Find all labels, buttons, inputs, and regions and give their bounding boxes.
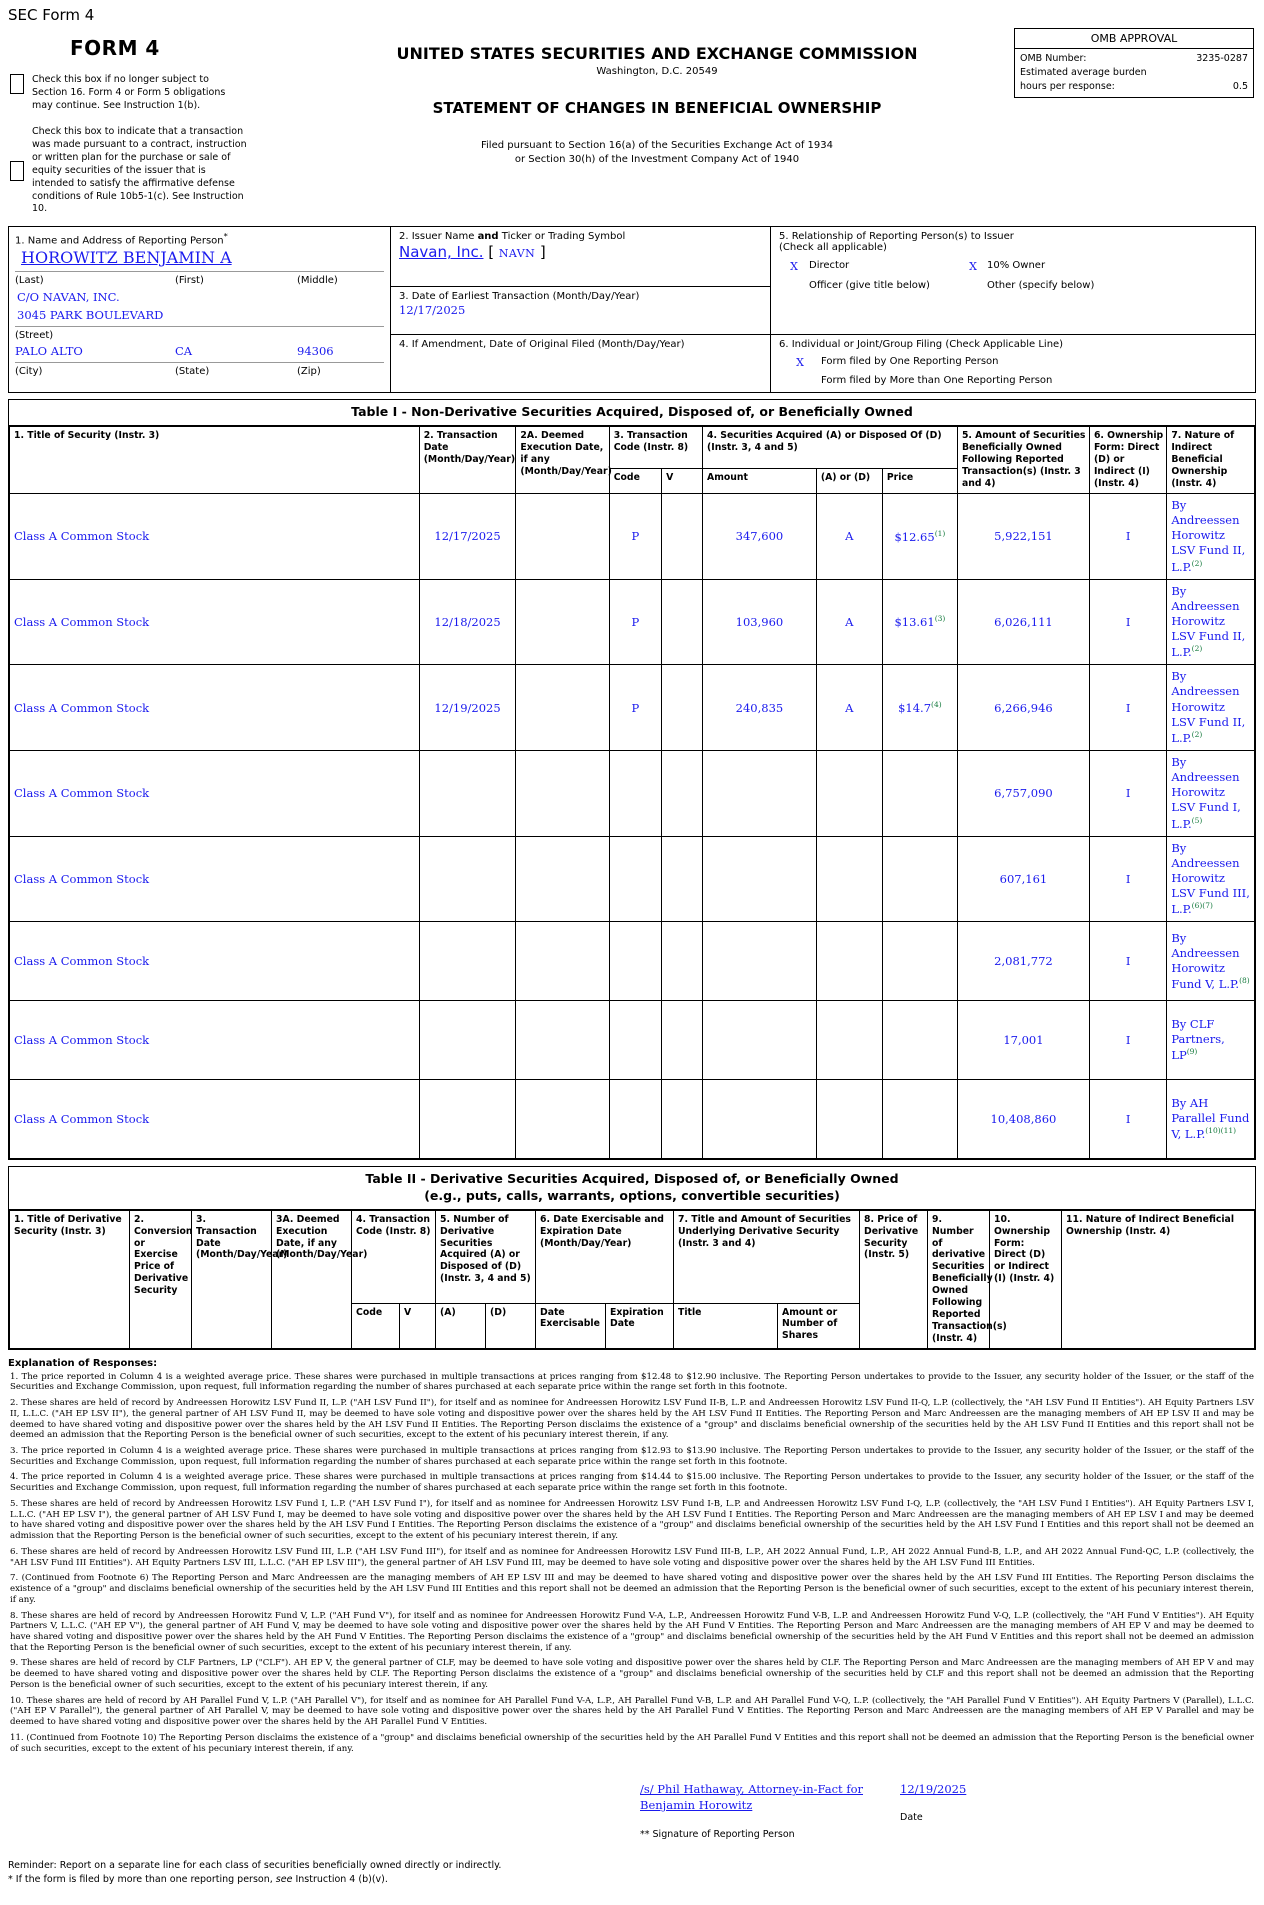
box-1-label: 1. Name and Address of Reporting Person (15, 235, 224, 247)
th2-underlying-title: Title (674, 1303, 778, 1348)
signature-date-caption: Date (900, 1812, 923, 1824)
filed-pursuant-line-1: Filed pursuant to Section 16(a) of the Securities Exchange Act of 1934 (481, 140, 833, 151)
director-label: Director (809, 260, 850, 272)
cell-amount-owned: 6,026,111 (957, 579, 1089, 665)
table-2-title (9, 1167, 1255, 1210)
th2-transaction-date: 3. Transaction Date (Month/Day/Year) (192, 1210, 272, 1348)
cell-price (882, 1080, 957, 1159)
box-3-earliest-transaction (391, 287, 770, 335)
th2-underlying-amount: Amount or Number of Shares (778, 1303, 860, 1348)
cell-deemed-date (516, 1001, 609, 1080)
th2-conversion-price: 2. Conversion or Exercise Price of Derivative Security (130, 1210, 192, 1348)
agency-name: UNITED STATES SECURITIES AND EXCHANGE COMMISSION (396, 44, 918, 63)
cell-price (882, 922, 957, 1001)
relationship-column (771, 227, 1255, 392)
table-row (10, 750, 1255, 836)
tenpercent-label: 10% Owner (987, 260, 1046, 272)
signature-block (640, 1782, 1264, 1840)
cell-ownership-form: I (1089, 750, 1166, 836)
city-label: (City) (15, 366, 43, 378)
table-1-body (10, 493, 1255, 1158)
th2-code: Code (352, 1303, 400, 1348)
cell-nature-of-ownership: By AH Parallel Fund V, L.P.$^{(10)(11)}$ (1167, 1080, 1255, 1159)
cell-amount (703, 750, 817, 836)
cell-a-or-d (816, 922, 882, 1001)
box-5-label-2: (Check all applicable) (779, 242, 887, 254)
divider-street (15, 326, 384, 327)
cell-a-or-d (816, 1080, 882, 1159)
officer-label: Officer (give title below) (809, 280, 930, 292)
omb-approval-box (1014, 28, 1254, 98)
many-persons-checkbox-mark[interactable] (779, 375, 821, 386)
table-row (10, 579, 1255, 665)
box-2-label-a: 2. Issuer Name (399, 231, 478, 243)
cell-deemed-date (516, 493, 609, 579)
th2-title-derivative: 1. Title of Derivative Security (Instr. 3) (10, 1210, 130, 1348)
th2-date-exercisable: Date Exercisable (536, 1303, 606, 1348)
filing-row-one (779, 356, 1249, 369)
relationship-row-2 (779, 280, 1249, 291)
divider-name (15, 271, 384, 272)
box-3-label: 3. Date of Earliest Transaction (Month/Day/Year) (399, 291, 640, 303)
signature-caption: ** Signature of Reporting Person (640, 1829, 795, 1841)
explanation-heading: Explanation of Responses: (8, 1357, 158, 1369)
one-person-label: Form filed by One Reporting Person (821, 356, 999, 368)
identification-block (8, 226, 1256, 393)
th-transaction-date: 2. Transaction Date (Month/Day/Year) (419, 427, 516, 493)
table-2-title-line-2: (e.g., puts, calls, warrants, options, convertible securities) (424, 1187, 840, 1203)
table-1 (9, 426, 1255, 1159)
director-checkbox-mark[interactable]: X (790, 260, 798, 274)
box-6-filing-type (771, 335, 1255, 392)
cell-transaction-date (419, 750, 516, 836)
signature-left (640, 1782, 870, 1840)
signature-date: 12/19/2025 (900, 1782, 967, 1797)
th-transaction-code: 3. Transaction Code (Instr. 8) (609, 427, 702, 468)
cell-ownership-form: I (1089, 1080, 1166, 1159)
omb-number-value: 3235-0287 (1196, 53, 1248, 64)
cell-deemed-date (516, 836, 609, 922)
document-title: STATEMENT OF CHANGES IN BENEFICIAL OWNERSHIP (432, 99, 882, 117)
cell-amount-owned: 10,408,860 (957, 1080, 1089, 1159)
th-amount: Amount (703, 468, 817, 493)
box-6-label: 6. Individual or Joint/Group Filing (Check Applicable Line) (779, 339, 1064, 351)
cell-ownership-form: I (1089, 922, 1166, 1001)
cell-ownership-form: I (1089, 493, 1166, 579)
box-2-label-c: Ticker or Trading Symbol (498, 231, 626, 243)
checkbox-10b5-1[interactable] (10, 161, 24, 181)
state-label: (State) (175, 366, 210, 378)
cell-transaction-code: P (609, 579, 661, 665)
cell-amount: 347,600 (703, 493, 817, 579)
form-number: FORM 4 (70, 36, 160, 60)
agency-city: Washington, D.C. 20549 (596, 66, 718, 77)
one-person-checkbox-mark[interactable]: X (796, 356, 804, 370)
many-persons-label: Form filed by More than One Reporting Person (821, 375, 1053, 387)
cell-amount-owned: 6,266,946 (957, 665, 1089, 751)
footnote-item: 8. These shares are held of record by Andreessen Horowitz Fund V, L.P. ("AH Fund V"), for itself and as nominee for Andreessen Horowitz Fund V-A, L.P., Andreessen Horowitz Fund V-B, L.P. and Andreessen Horowitz Fund V-Q, L.P. (collectively, the "AH Fund V Entities"). AH Equity Partners V, L.L.C. ("AH EP V"), the general partner of AH Fund V, may be deemed to have sole voting and dispositive power over the shares held by the AH Fund V Entities. The Reporting Person and Marc Andreessen are the managing members of AH EP V and may be deemed to have shared voting and dispositive power over the shares held by the AH Fund V Entities. The Reporting Person disclaims the existence of a "group" and disclaims beneficial ownership of the securities held by the AH Fund V Entities and this report shall not be deemed an admission that the Reporting Person is the beneficial owner of such securities, except to the extent of his pecuniary interest therein, if any. (10, 1610, 1254, 1653)
zip-label: (Zip) (297, 366, 321, 378)
cell-amount: 240,835 (703, 665, 817, 751)
reporting-person-name[interactable]: HOROWITZ BENJAMIN A (21, 248, 232, 268)
omb-burden-label-2: hours per response: (1020, 80, 1115, 92)
table-2-header-row-1 (10, 1210, 1255, 1303)
cell-v (662, 922, 703, 1001)
table-1-title: Table I - Non-Derivative Securities Acquired, Disposed of, or Beneficially Owned (9, 400, 1255, 426)
table-2-wrapper (8, 1166, 1256, 1349)
omb-burden-value: 0.5 (1232, 80, 1248, 92)
box-4-label: 4. If Amendment, Date of Original Filed (Month/Day/Year) (399, 339, 685, 351)
th2-a: (A) (436, 1303, 486, 1348)
state-value: CA (175, 344, 193, 359)
cell-ownership-form: I (1089, 836, 1166, 922)
cell-v (662, 493, 703, 579)
cell-amount-owned: 17,001 (957, 1001, 1089, 1080)
th2-title-amount-underlying: 7. Title and Amount of Securities Underlying Derivative Security (Instr. 3 and 4) (674, 1210, 860, 1303)
cell-nature-of-ownership: By CLF Partners, LP$^{(9)}$ (1167, 1001, 1255, 1080)
tenpercent-checkbox-mark[interactable]: X (969, 260, 977, 274)
issuer-ticker: NAVN (498, 247, 536, 261)
cell-a-or-d: A (816, 579, 882, 665)
th-ownership-form: 6. Ownership Form: Direct (D) or Indirect (I) (Instr. 4) (1089, 427, 1166, 493)
cell-nature-of-ownership: By Andreessen Horowitz LSV Fund III, L.P.$^{(6)(7)}$ (1167, 836, 1255, 922)
divider-city (15, 362, 384, 363)
th2-ownership-form: 10. Ownership Form: Direct (D) or Indirect (I) (Instr. 4) (990, 1210, 1062, 1348)
cell-deemed-date (516, 665, 609, 751)
footnotes-list (10, 1372, 1254, 1755)
street-label: (Street) (15, 330, 54, 342)
relationship-row-1 (779, 260, 1249, 273)
box-1-star: * (223, 231, 228, 242)
th2-number-owned-following: 9. Number of derivative Securities Beneficially Owned Following Reported Transaction(s) (Instr. 4) (928, 1210, 990, 1348)
cell-price (882, 750, 957, 836)
cell-transaction-code (609, 922, 661, 1001)
th-securities-acquired-disposed: 4. Securities Acquired (A) or Disposed Of (D) (Instr. 3, 4 and 5) (703, 427, 958, 468)
table-1-header-row-1 (10, 427, 1255, 468)
middle-name-label: (Middle) (297, 275, 338, 287)
box-2-issuer (391, 227, 770, 287)
th-price: Price (882, 468, 957, 493)
cell-nature-of-ownership: By Andreessen Horowitz LSV Fund II, L.P.$^{(2)}$ (1167, 579, 1255, 665)
box-5-relationship (771, 227, 1255, 335)
cell-title-of-security: Class A Common Stock (10, 1001, 420, 1080)
cell-a-or-d: A (816, 665, 882, 751)
th2-number-derivative-securities: 5. Number of Derivative Securities Acquired (A) or Disposed of (D) (Instr. 3, 4 and 5) (436, 1210, 536, 1303)
cell-price: $13.61$^{(3)}$ (882, 579, 957, 665)
cell-amount-owned: 6,757,090 (957, 750, 1089, 836)
cell-a-or-d (816, 836, 882, 922)
cell-transaction-code: P (609, 493, 661, 579)
cell-title-of-security: Class A Common Stock (10, 493, 420, 579)
th-deemed-execution-date: 2A. Deemed Execution Date, if any (Month/Day/Year) (516, 427, 609, 493)
zip-value: 94306 (297, 344, 334, 359)
cell-amount-owned: 5,922,151 (957, 493, 1089, 579)
cell-transaction-date: 12/19/2025 (419, 665, 516, 751)
header-left (0, 28, 300, 216)
star-note-b: see (275, 1874, 293, 1886)
cell-title-of-security: Class A Common Stock (10, 922, 420, 1001)
street-line-2: 3045 PARK BOULEVARD (17, 308, 164, 323)
cell-nature-of-ownership: By Andreessen Horowitz LSV Fund I, L.P.$^{(5)}$ (1167, 750, 1255, 836)
star-note (8, 1874, 1264, 1885)
footnote-item: 3. The price reported in Column 4 is a weighted average price. These shares were purchased in multiple transactions at prices ranging from $12.93 to $13.90 inclusive. The Reporting Person undertakes to provide to the Issuer, any security holder of the Issuer, or the staff of the Securities and Exchange Commission, upon request, full information regarding the number of shares purchased at each separate price within the range set forth in this footnote. (10, 1445, 1254, 1467)
cell-amount-owned: 2,081,772 (957, 922, 1089, 1001)
ticker-bracket-open: [ (488, 243, 495, 262)
checkbox-row-section16[interactable] (10, 74, 300, 112)
cell-amount (703, 1001, 817, 1080)
other-label: Other (specify below) (987, 280, 1095, 292)
cell-price: $14.7$^{(4)}$ (882, 665, 957, 751)
cell-transaction-date (419, 1080, 516, 1159)
ticker-bracket-close: ] (539, 243, 546, 262)
box-5-label-1: 5. Relationship of Reporting Person(s) to Issuer (779, 231, 1014, 243)
cell-v (662, 579, 703, 665)
cell-title-of-security: Class A Common Stock (10, 665, 420, 751)
cell-amount (703, 922, 817, 1001)
cell-a-or-d (816, 1001, 882, 1080)
cell-amount (703, 1080, 817, 1159)
signature-name[interactable] (640, 1782, 870, 1813)
issuer-name[interactable]: Navan, Inc. (399, 243, 484, 262)
footnote-item: 9. These shares are held of record by CLF Partners, LP ("CLF"). AH EP V, the general partner of CLF, may be deemed to have sole voting and dispositive power over the shares held by CLF. The Reporting Person and Marc Andreessen are the managing members of AH EP V and may be deemed to have shared voting and dispositive power over the shares held by CLF. The Reporting Person disclaims the existence of a "group" and disclaims beneficial ownership of the securities held by CLF and this report shall not be deemed an admission that the Reporting Person is the beneficial owner of such securities, except to the extent of his pecuniary interest therein, if any. (10, 1658, 1254, 1690)
omb-title: OMB APPROVAL (1015, 29, 1253, 49)
filing-row-many (779, 375, 1249, 386)
cell-nature-of-ownership: By Andreessen Horowitz Fund V, L.P.$^{(8)}$ (1167, 922, 1255, 1001)
footnote-item: 10. These shares are held of record by AH Parallel Fund V, L.P. ("AH Parallel V"), for itself and as nominee for AH Parallel Fund V-A, L.P., AH Parallel Fund V-B, L.P. and AH Parallel Fund V-Q, L.P. (collectively, the "AH Parallel Fund V Entities"). AH Equity Partners V (Parallel), L.L.C. ("AH EP V Parallel"), the general partner of AH Parallel V, may be deemed to have sole voting and dispositive power over the shares held by the AH Parallel Fund V Entities. The Reporting Person and Marc Andreessen are the managing members of AH EP V Parallel and may be deemed to have shared voting and dispositive power over the shares held by the AH Parallel Fund V Entities. (10, 1695, 1254, 1728)
th2-price-derivative: 8. Price of Derivative Security (Instr. 5) (860, 1210, 928, 1348)
signature-name-line-1: /s/ Phil Hathaway, Attorney-in-Fact for (640, 1782, 863, 1797)
footnote-item: 6. These shares are held of record by Andreessen Horowitz LSV Fund III, L.P. ("AH LSV Fund III"), for itself and as nominee for Andreessen Horowitz LSV Fund III-B, L.P., AH 2022 Annual Fund, L.P., AH 2022 Annual Fund-B, L.P., and AH 2022 Annual Fund-QC, L.P. (collectively, the "AH LSV Fund III Entities"). AH Equity Partners LSV III, L.L.C. ("AH EP LSV III"), the general partner of AH LSV Fund III, may be deemed to have sole voting and dispositive power over the shares held by the AH LSV Fund III Entities. (10, 1546, 1254, 1568)
cell-title-of-security: Class A Common Stock (10, 836, 420, 922)
cell-transaction-date: 12/18/2025 (419, 579, 516, 665)
star-note-c: Instruction 4 (b)(v). (292, 1874, 388, 1886)
th2-nature-indirect: 11. Nature of Indirect Beneficial Ownership (Instr. 4) (1062, 1210, 1255, 1348)
checkbox-row-10b5-1[interactable] (10, 126, 300, 216)
footnote-item: 11. (Continued from Footnote 10) The Reporting Person disclaims the existence of a "group" and disclaims beneficial ownership of the securities held by the AH Parallel Fund V Entities and this report shall not be deemed an admission that the Reporting Person is the beneficial owner of such securities, except to the extent of his pecuniary interest therein, if any. (10, 1732, 1254, 1754)
street-line-1: C/O NAVAN, INC. (17, 290, 120, 305)
issuer-column (391, 227, 771, 392)
box-1-reporting-person (9, 227, 391, 392)
cell-v (662, 1080, 703, 1159)
footnote-item: 4. The price reported in Column 4 is a weighted average price. These shares were purchased in multiple transactions at prices ranging from $14.44 to $15.00 inclusive. The Reporting Person undertakes to provide to the Issuer, any security holder of the Issuer, or the staff of the Securities and Exchange Commission, upon request, full information regarding the number of shares purchased at each separate price within the range set forth in this footnote. (10, 1472, 1254, 1494)
cell-transaction-date (419, 1001, 516, 1080)
first-name-label: (First) (175, 275, 204, 287)
cell-price (882, 1001, 957, 1080)
th2-transaction-code: 4. Transaction Code (Instr. 8) (352, 1210, 436, 1303)
last-name-label: (Last) (15, 275, 44, 287)
signature-right (870, 1782, 1010, 1840)
table-row (10, 836, 1255, 922)
footnote-item: 5. These shares are held of record by Andreessen Horowitz LSV Fund I, L.P. ("AH LSV Fund I"), for itself and as nominee for Andreessen Horowitz LSV Fund I-B, L.P. and Andreessen Horowitz LSV Fund I-Q, L.P. (collectively, the "AH LSV Fund I Entities"). AH Equity Partners LSV I, L.L.C. ("AH EP LSV I"), the general partner of AH LSV Fund I, may be deemed to have sole voting and dispositive power over the shares held by the AH LSV Fund I Entities. The Reporting Person and Marc Andreessen are the managing members of AH EP LSV I and may be deemed to have shared voting and dispositive power over the shares held by the AH LSV Fund I Entities. The Reporting Person disclaims the existence of a "group" and disclaims beneficial ownership of the securities held by the AH LSV Fund I Entities and this report shall not be deemed an admission that the Reporting Person is the beneficial owner of such securities, except to the extent of his pecuniary interest therein, if any. (10, 1498, 1254, 1542)
other-checkbox-mark[interactable] (959, 280, 987, 291)
table-1-wrapper (8, 399, 1256, 1160)
table-2 (9, 1210, 1255, 1349)
cell-amount-owned: 607,161 (957, 836, 1089, 922)
omb-burden-label-1: Estimated average burden (1020, 66, 1147, 78)
cell-ownership-form: I (1089, 1001, 1166, 1080)
officer-checkbox-mark[interactable] (779, 280, 809, 291)
table-row (10, 493, 1255, 579)
cell-v (662, 1001, 703, 1080)
cell-transaction-date (419, 836, 516, 922)
th-v: V (662, 468, 703, 493)
th-amount-beneficially-owned: 5. Amount of Securities Beneficially Owned Following Reported Transaction(s) (Instr. 3 and 4) (957, 427, 1089, 493)
th2-expiration-date: Expiration Date (606, 1303, 674, 1348)
table-row (10, 665, 1255, 751)
th-nature-indirect-ownership: 7. Nature of Indirect Beneficial Ownership (Instr. 4) (1167, 427, 1255, 493)
reminder-note: Reminder: Report on a separate line for each class of securities beneficially owned directly or indirectly. (8, 1860, 502, 1872)
cell-v (662, 665, 703, 751)
table-row (10, 1080, 1255, 1159)
cell-v (662, 836, 703, 922)
signature-name-line-2: Benjamin Horowitz (640, 1797, 753, 1812)
footnote-item: 1. The price reported in Column 4 is a weighted average price. These shares were purchased in multiple transactions at prices ranging from $12.48 to $12.90 inclusive. The Reporting Person undertakes to provide to the Issuer, any security holder of the Issuer, or the staff of the Securities and Exchange Commission, upon request, full information regarding the number of shares purchased at each separate price within the range set forth in this footnote. (10, 1371, 1254, 1393)
footnote-item: 7. (Continued from Footnote 6) The Reporting Person and Marc Andreessen are the managing members of AH EP LSV III and may be deemed to have shared voting and dispositive power over the shares held by the AH LSV Fund III Entities. The Reporting Person disclaims the existence of a "group" and disclaims beneficial ownership of the securities held by the AH LSV Fund III Entities and this report shall not be deemed an admission that the Reporting Person is the beneficial owner of such securities, except to the extent of his pecuniary interest therein, if any. (10, 1573, 1254, 1605)
box-4-amendment-date (391, 335, 770, 392)
cell-deemed-date (516, 750, 609, 836)
table-row (10, 922, 1255, 1001)
cell-price: $12.65$^{(1)}$ (882, 493, 957, 579)
th2-date-exercisable-expiration: 6. Date Exercisable and Expiration Date (Month/Day/Year) (536, 1210, 674, 1303)
header-right (1014, 28, 1264, 216)
cell-amount: 103,960 (703, 579, 817, 665)
table-2-title-line-1: Table II - Derivative Securities Acquired, Disposed of, or Beneficially Owned (365, 1171, 899, 1187)
cell-title-of-security: Class A Common Stock (10, 579, 420, 665)
cell-deemed-date (516, 922, 609, 1001)
th2-d: (D) (486, 1303, 536, 1348)
cell-transaction-code (609, 750, 661, 836)
footnote-item: 2. These shares are held of record by Andreessen Horowitz LSV Fund II, L.P. ("AH LSV Fund II"), for itself and as nominee for Andreessen Horowitz LSV Fund II-B, L.P. and Andreessen Horowitz LSV Fund II-Q, L.P. (collectively, the "AH LSV Fund II Entities"). AH Equity Partners LSV II, L.L.C. ("AH EP LSV II"), the general partner of AH LSV Fund II, may be deemed to have sole voting and dispositive power over the shares held by the AH LSV Fund II Entities. The Reporting Person and Marc Andreessen are the managing members of AH EP LSV II and may be deemed to have shared voting and dispositive power over the shares held by the AH LSV Fund II Entities. The Reporting Person disclaims the existence of a "group" and disclaims beneficial ownership of the securities held by the AH LSV Fund II Entities and this report shall not be deemed an admission that the Reporting Person is the beneficial owner of such securities, except to the extent of his pecuniary interest therein, if any. (10, 1398, 1254, 1441)
header-grid (0, 24, 1264, 216)
cell-ownership-form: I (1089, 665, 1166, 751)
cell-v (662, 750, 703, 836)
box-2-label-b: and (477, 231, 499, 243)
cell-transaction-code: P (609, 665, 661, 751)
cell-price (882, 836, 957, 922)
cell-deemed-date (516, 579, 609, 665)
checkbox-section16[interactable] (10, 74, 24, 94)
filed-pursuant-line-2: or Section 30(h) of the Investment Company Act of 1940 (514, 153, 800, 165)
city-value: PALO ALTO (15, 344, 83, 359)
th-a-or-d: (A) or (D) (816, 468, 882, 493)
cell-nature-of-ownership: By Andreessen Horowitz LSV Fund II, L.P.$^{(2)}$ (1167, 665, 1255, 751)
cell-transaction-code (609, 1001, 661, 1080)
header-center (300, 28, 1014, 216)
table-row (10, 1001, 1255, 1080)
cell-transaction-date (419, 922, 516, 1001)
cell-ownership-form: I (1089, 579, 1166, 665)
cell-a-or-d: A (816, 493, 882, 579)
cell-amount (703, 836, 817, 922)
cell-transaction-code (609, 1080, 661, 1159)
star-note-a: * If the form is filed by more than one reporting person, (8, 1874, 276, 1886)
omb-number-label: OMB Number: (1020, 53, 1087, 64)
cell-nature-of-ownership: By Andreessen Horowitz LSV Fund II, L.P.$^{(2)}$ (1167, 493, 1255, 579)
cell-transaction-date: 12/17/2025 (419, 493, 516, 579)
checkbox-section16-label: Check this box if no longer subject to Section 16. Form 4 or Form 5 obligations may continue. See Instruction 1(b). (32, 74, 226, 111)
sec-form-label: SEC Form 4 (8, 6, 95, 24)
cell-deemed-date (516, 1080, 609, 1159)
cell-a-or-d (816, 750, 882, 836)
cell-title-of-security: Class A Common Stock (10, 750, 420, 836)
checkbox-10b5-1-label: Check this box to indicate that a transaction was made pursuant to a contract, instruction or written plan for the purchase or sale of equity securities of the issuer that is intended to satisfy the affirmative defense conditions of Rule 10b5-1(c). See Instruction 10. (32, 126, 247, 215)
th2-v: V (400, 1303, 436, 1348)
cell-title-of-security: Class A Common Stock (10, 1080, 420, 1159)
earliest-transaction-date: 12/17/2025 (399, 303, 466, 318)
th-code: Code (609, 468, 661, 493)
cell-transaction-code (609, 836, 661, 922)
th2-deemed-execution-date: 3A. Deemed Execution Date, if any (Month/Day/Year) (272, 1210, 352, 1348)
th-title-of-security: 1. Title of Security (Instr. 3) (10, 427, 420, 493)
